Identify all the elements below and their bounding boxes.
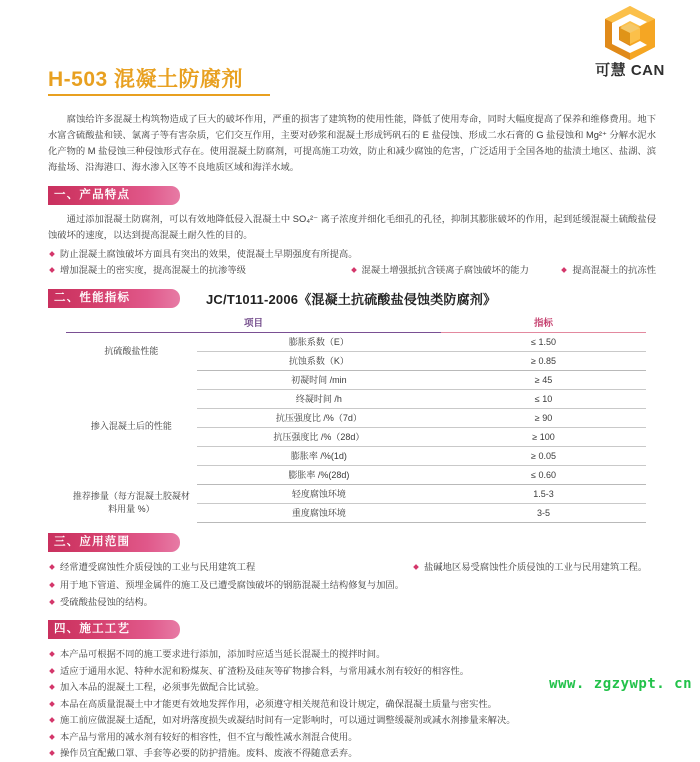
site-watermark: www. zgzywpt. cn [549, 676, 692, 692]
list-item: 混凝土增强抵抗含镁离子腐蚀破坏的能力 [350, 262, 561, 279]
row-value: ≤ 1.50 [441, 332, 646, 351]
list-item: 本产品与常用的减水剂有较好的相容性，但不宜与酸性减水剂混合使用。 [48, 729, 656, 746]
row-item: 膨胀系数（E） [197, 332, 441, 351]
row-item: 抗压强度比 /%（28d） [197, 427, 441, 446]
row-item: 重度腐蚀环境 [197, 503, 441, 522]
column-header-item: 项目 [66, 312, 441, 332]
row-value: ≤ 0.60 [441, 465, 646, 484]
table-row [66, 484, 646, 503]
standard-name: JC/T1011-2006《混凝土抗硫酸盐侵蚀类防腐剂》 [206, 292, 497, 307]
table-row [66, 332, 646, 351]
row-group-label: 推荐掺量（每方混凝土胶凝材料用量 %） [72, 490, 190, 514]
section-heading-product-features: 一、产品特点 [48, 186, 180, 205]
list-item: 加入本品的混凝土工程，必须事先做配合比试验。 [48, 679, 656, 696]
row-value: ≥ 90 [441, 408, 646, 427]
list-item: 适应于通用水泥、特种水泥和粉煤灰、矿渣粉及硅灰等矿物掺合料，与常用减水剂有较好的相容性。 [48, 663, 656, 680]
section1-paragraph: 通过添加混凝土防腐剂，可以有效地降低侵入混凝土中 SO₄²⁻ 离子浓度并细化毛细孔的孔径，抑制其膨胀破坏的作用，起到延缓混凝土硫酸盐侵蚀破坏的速度，以达到提高混凝土耐久性的目的。 [48, 213, 656, 240]
row-item: 初凝时间 /min [197, 370, 441, 389]
section-heading-application-scope: 三、应用范围 [48, 533, 180, 552]
column-header-index: 指标 [441, 312, 646, 332]
list-item: 防止混凝土腐蚀破坏方面具有突出的效果，使混凝土早期强度有所提高。 [48, 246, 656, 263]
row-group-label: 掺入混凝土后的性能 [90, 421, 172, 432]
list-item: 提高混凝土的抗冻性 [560, 262, 656, 279]
row-value: ≥ 0.85 [441, 351, 646, 370]
section3-bullet-row [48, 559, 656, 576]
spec-table [66, 312, 646, 523]
list-item: 操作员宜配戴口罩、手套等必要的防护措施。废料、废液不得随意丢弃。 [48, 745, 656, 762]
section-heading-performance-index: 二、性能指标 [48, 289, 180, 308]
section4-bullet-list [48, 646, 656, 762]
spec-table-head [66, 312, 646, 332]
row-value: 1.5-3 [441, 484, 646, 503]
row-item: 膨胀率 /%(1d) [197, 446, 441, 465]
section1-bullet-list [48, 246, 656, 263]
list-item: 用于地下管道、预埋金属件的施工及已遭受腐蚀破坏的钢筋混凝土结构修复与加固。 [48, 577, 656, 594]
brand-logo-text: 可慧 CAN [595, 62, 665, 79]
section2-header-row [48, 289, 656, 308]
row-item: 终凝时间 /h [197, 389, 441, 408]
table-header-row [66, 312, 646, 332]
brand-logo [578, 4, 682, 80]
list-item: 本品在高质量混凝土中才能更有效地发挥作用，必须遵守相关规范和设计规定，确保混凝土质量与密实性。 [48, 696, 656, 713]
intro-paragraph: 腐蚀给许多混凝土构筑物造成了巨大的破坏作用，严重的损害了建筑物的使用性能，降低了使用寿命，同时大幅度提高了保养和维修费用。地下水富含硫酸盐和镁、氯离子等有害杂质，它们交互作用，主要对砂浆和混凝土形成钙矾石的 E 盐侵蚀、形成二水石膏的 G 盐侵蚀和 Mg²⁺ 分解水泥水化产物的 M 盐侵蚀三种侵蚀形式存在。使用混凝土防腐剂，可提高施工功效，防止和减少腐蚀的危害，广泛适用于全国各地的盐渍土地区、盐湖、滨海盐场、沿海港口、海水渗入区等不良地质区域和海洋水域。 [48, 114, 656, 172]
section1-bullet-row [48, 262, 656, 279]
section-heading-construction-process: 四、施工工艺 [48, 620, 180, 639]
list-item: 增加混凝土的密实度，提高混凝土的抗渗等级 [48, 262, 350, 279]
list-item: 本产品可根据不同的施工要求进行添加，添加时应适当延长混凝土的搅拌时间。 [48, 646, 656, 663]
list-item: 受硫酸盐侵蚀的结构。 [48, 594, 656, 611]
section3-bullet-list [48, 577, 656, 610]
row-item: 抗压强度比 /%（7d） [197, 408, 441, 427]
row-group-label: 抗硫酸盐性能 [104, 345, 159, 356]
list-item: 施工前应做混凝土适配，如对坍落度损失或凝结时间有一定影响时，可以通过调整缓凝剂或减水剂掺量来解决。 [48, 712, 656, 729]
list-item: 经常遭受腐蚀性介质侵蚀的工业与民用建筑工程 [48, 559, 412, 576]
row-value: 3-5 [441, 503, 646, 522]
spec-table-body [66, 332, 646, 522]
page-title: H-503 混凝土防腐剂 [48, 68, 244, 91]
page-title-wrap [48, 68, 270, 96]
row-item: 轻度腐蚀环境 [197, 484, 441, 503]
hexagon-c-logo-icon [599, 4, 661, 62]
row-item: 抗蚀系数（K） [197, 351, 441, 370]
title-underline [48, 94, 270, 96]
row-value: ≥ 45 [441, 370, 646, 389]
row-value: ≤ 10 [441, 389, 646, 408]
list-item: 盐碱地区易受腐蚀性介质侵蚀的工业与民用建筑工程。 [412, 559, 647, 576]
table-row [66, 370, 646, 389]
row-value: ≥ 0.05 [441, 446, 646, 465]
row-item: 膨胀率 /%(28d) [197, 465, 441, 484]
content-body [48, 112, 656, 762]
row-value: ≥ 100 [441, 427, 646, 446]
